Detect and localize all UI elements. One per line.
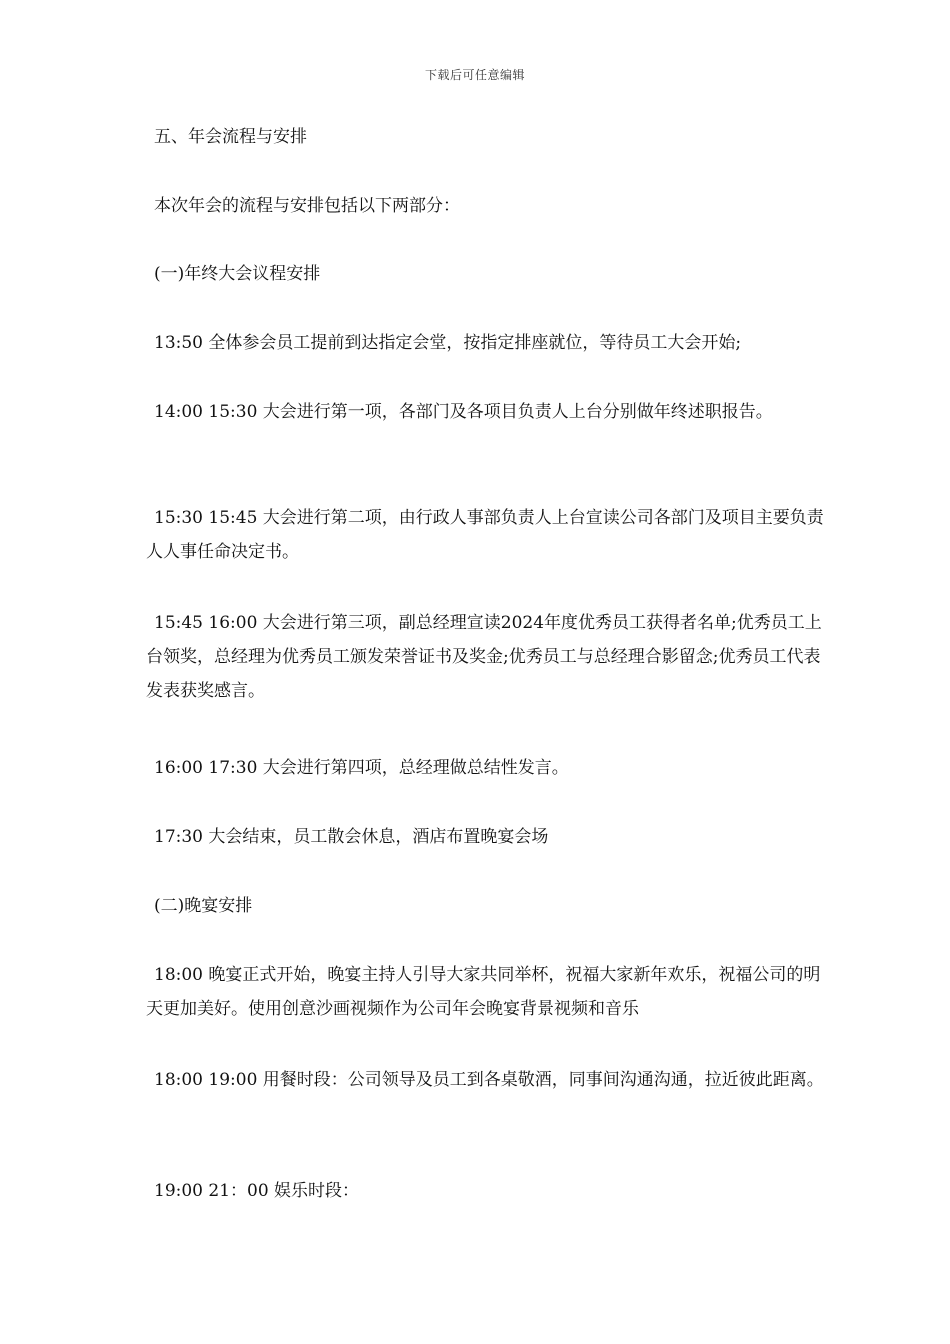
schedule-item bbox=[146, 501, 826, 569]
subsection-heading-text: (一)年终大会议程安排 bbox=[154, 264, 321, 284]
section-heading bbox=[146, 120, 826, 154]
schedule-item bbox=[146, 958, 826, 1026]
schedule-item bbox=[146, 820, 826, 854]
section-heading-text: 五、年会流程与安排 bbox=[154, 127, 307, 147]
schedule-item-text: 15:30 15:45 大会进行第二项，由行政人事部负责人上台宣读公司各部门及项目主要负责人人事任命决定书。 bbox=[146, 508, 824, 562]
schedule-item-text: 14:00 15:30 大会进行第一项，各部门及各项目负责人上台分别做年终述职报告。 bbox=[154, 402, 773, 422]
schedule-item-text: 13:50 全体参会员工提前到达指定会堂，按指定排座就位，等待员工大会开始; bbox=[154, 333, 742, 353]
schedule-item-text: 16:00 17:30 大会进行第四项，总经理做总结性发言。 bbox=[154, 758, 569, 778]
schedule-item-text: 18:00 19:00 用餐时段：公司领导及员工到各桌敬酒，同事间沟通沟通，拉近彼此距离。 bbox=[154, 1070, 824, 1090]
schedule-item bbox=[146, 326, 826, 360]
schedule-item-text: 19:00 21：00 娱乐时段： bbox=[154, 1181, 360, 1201]
schedule-item-text: 15:45 16:00 大会进行第三项，副总经理宣读2024年度优秀员工获得者名单;优秀员工上台领奖，总经理为优秀员工颁发荣誉证书及奖金;优秀员工与总经理合影留念;优秀员工代表发表获奖感言。 bbox=[146, 613, 822, 701]
paragraph-text: 本次年会的流程与安排包括以下两部分： bbox=[154, 196, 460, 216]
schedule-item bbox=[146, 1063, 826, 1097]
schedule-item bbox=[146, 395, 826, 429]
schedule-item bbox=[146, 606, 826, 708]
subsection-heading-text: (二)晚宴安排 bbox=[154, 896, 253, 916]
schedule-item-text: 17:30 大会结束，员工散会休息，酒店布置晚宴会场 bbox=[154, 827, 549, 847]
subsection-heading bbox=[146, 257, 826, 291]
paragraph bbox=[146, 189, 826, 223]
page-header: 下载后可任意编辑 bbox=[424, 68, 525, 82]
schedule-item bbox=[146, 751, 826, 785]
subsection-heading bbox=[146, 889, 826, 923]
schedule-item-text: 18:00 晚宴正式开始，晚宴主持人引导大家共同举杯，祝福大家新年欢乐，祝福公司的明天更加美好。使用创意沙画视频作为公司年会晚宴背景视频和音乐 bbox=[146, 965, 821, 1019]
schedule-item bbox=[146, 1174, 826, 1208]
